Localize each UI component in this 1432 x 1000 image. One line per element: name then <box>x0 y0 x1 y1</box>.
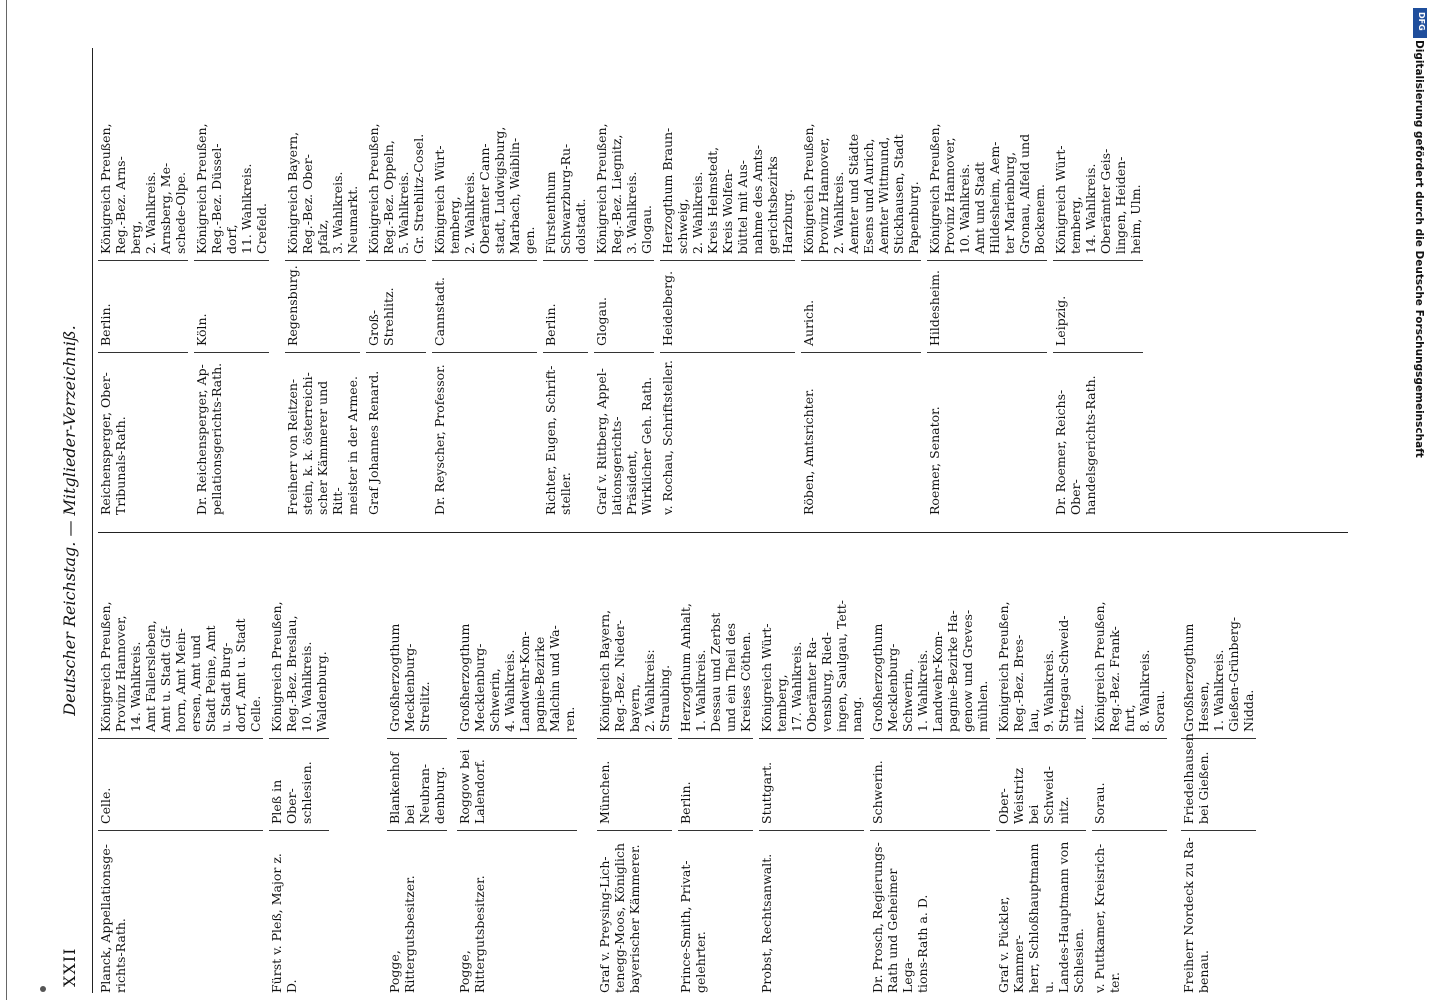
page-header <box>58 48 90 993</box>
member-name: Reichensperger, Ober- Tribunals-Rath. <box>98 372 128 515</box>
member-row <box>432 75 537 515</box>
member-name: Freiherr von Reitzen- stein, k. k. österreichi- scher Kämmerer und Ritt- meister in der Armee. <box>285 372 360 515</box>
member-residence: Köln. <box>194 261 269 353</box>
member-residence: Berlin. <box>98 261 188 353</box>
member-residence: Berlin. <box>543 261 588 353</box>
member-name: Graf Johannes Renard. <box>366 370 381 515</box>
member-name: Graf v. Rittberg, Appel- lationsgerichts-Präsident, Wirklicher Geh. Rath. <box>594 368 654 515</box>
member-table-left <box>98 553 1262 993</box>
member-name: Planck, Appellationsge- richts-Rath. <box>98 844 128 993</box>
member-constituency: Königreich Preußen, Reg.-Bez. Frank- furt, 8. Wahlkreis. Sorau. <box>1092 553 1167 739</box>
member-row <box>678 553 753 993</box>
member-constituency: Königreich Würt- temberg, 14. Wahlkreis. Oberämter Geis- lingen, Heiden- heim, Ulm. <box>1053 75 1143 261</box>
member-row <box>194 75 269 515</box>
member-name: Prince-Smith, Privat- gelehrter. <box>678 860 708 993</box>
member-residence: Ober-Weistritz bei Schweid- nitz. <box>996 739 1086 831</box>
member-residence: Glogau. <box>594 261 654 353</box>
member-residence: Sorau. <box>1092 739 1167 831</box>
page-edge-line <box>6 0 7 1000</box>
member-constituency: Herzogthum Anhalt, 1. Wahlkreis. Dessau und Zerbst und ein Theil des Kreises Cöthen. <box>678 553 753 739</box>
member-residence: Aurich. <box>801 261 921 353</box>
member-constituency: Königreich Preußen, Provinz Hannover, 2. Wahlkreis. Aemter und Städte Esens und Aurich, Aemter Wittmund, Stickhausen, Stadt Papenburg. <box>801 75 921 261</box>
member-name: v. Rochau, Schriftsteller. <box>660 359 675 515</box>
member-constituency: Herzogthum Braun- schweig, 2. Wahlkreis. Kreis Helmstedt, Kreis Wolfen- büttel mit Aus- nahme des Amts- gerichtsbezirks Harzburg. <box>660 75 795 261</box>
member-constituency: Königreich Preußen, Reg.-Bez. Düssel- dorf, 11. Wahlkreis. Crefeld. <box>194 75 269 261</box>
member-name: Freiherr Nordeck zu Ra- benau. <box>1181 837 1211 993</box>
member-constituency: Königreich Preußen, Reg.-Bez. Arns- berg, 2. Wahlkreis. Arnsberg, Me- schede-Olpe. <box>98 75 188 261</box>
member-residence: Groß-Strehlitz. <box>366 261 426 353</box>
member-residence: Roggow bei Lalendorf. <box>457 739 577 831</box>
digitization-note: Digitalisierung gefördert durch die Deutsche Forschungsgemeinschaft <box>1413 40 1425 458</box>
member-row <box>1092 553 1167 993</box>
rotated-page-content <box>58 48 1348 993</box>
member-constituency: Großherzogthum Mecklenburg- Schwerin, 1. Wahlkreis. Landwehr-Kom- pagnie-Bezirke Ha- genow und Greves- mühlen. <box>870 553 990 739</box>
member-row <box>457 553 577 993</box>
member-row <box>366 75 426 515</box>
member-row <box>98 553 263 993</box>
member-name: Dr. Prosch, Regierungs- Rath und Geheimer Lega- tions-Rath a. D. <box>870 842 930 993</box>
member-constituency: Großherzogthum Mecklenburg- Strelitz. <box>387 553 447 739</box>
member-residence: Heidelberg. <box>660 261 795 353</box>
scan-mark <box>40 986 46 992</box>
member-residence: Pleß in Ober- schlesien. <box>269 739 329 831</box>
member-name: Richter, Eugen, Schrift- steller. <box>543 365 573 515</box>
column-divider <box>98 532 1348 533</box>
member-row <box>1053 75 1143 515</box>
member-row <box>543 75 588 515</box>
member-name: Pogge, Rittergutsbesitzer. <box>387 875 417 993</box>
member-row <box>387 553 447 993</box>
member-residence: Regensburg. <box>285 261 360 353</box>
member-row <box>870 553 990 993</box>
member-row <box>927 75 1047 515</box>
member-name: Graf v. Preysing-Lich- tenegg-Moos, Königlich bayerischer Kämmerer. <box>597 843 642 993</box>
member-row <box>98 75 188 515</box>
member-name: Dr. Reichensperger, Ap- pellationsgerichts-Rath. <box>194 362 224 515</box>
member-constituency: Großherzogthum Hessen, 1. Wahlkreis. Gießen-Grünberg- Nidda. <box>1181 553 1256 739</box>
member-residence: Friedelhausen bei Gießen. <box>1181 739 1256 831</box>
member-row <box>594 75 654 515</box>
member-constituency: Großherzogthum Mecklenburg- Schwerin, 4. Wahlkreis. Landwehr-Kom- pagnie-Bezirke Malchin und Wa- ren. <box>457 553 577 739</box>
member-residence: Stuttgart. <box>759 739 864 831</box>
member-name: Fürst v. Pleß, Major z. D. <box>269 853 299 993</box>
member-constituency: Königreich Preußen, Reg.-Bez. Bres- lau, 9. Wahlkreis. Striegau-Schweid- nitz. <box>996 553 1086 739</box>
member-row <box>269 553 329 993</box>
member-name: Probst, Rechtsanwalt. <box>759 853 774 993</box>
member-residence: Hildesheim. <box>927 261 1047 353</box>
member-constituency: Königreich Preußen, Reg.-Bez. Oppeln, 5. Wahlkreis. Gr. Strehlitz-Cosel. <box>366 75 426 261</box>
member-constituency: Königreich Preußen, Reg.-Bez. Liegnitz, 3. Wahlkreis. Glogau. <box>594 75 654 261</box>
member-residence: München. <box>597 739 672 831</box>
member-table-right <box>98 75 1149 515</box>
member-constituency: Königreich Preußen, Reg.-Bez. Breslau, 10. Wahlkreis. Waldenburg. <box>269 553 329 739</box>
member-constituency: Fürstenthum Schwarzburg-Ru- dolstadt. <box>543 75 588 261</box>
member-constituency: Königreich Bayern, Reg.-Bez. Nieder- bayern, 2. Wahlkreis: Straubing. <box>597 553 672 739</box>
member-constituency: Königreich Würt- temberg, 2. Wahlkreis. Oberämter Cann- stadt, Ludwigsburg, Marbach, Waiblin- gen. <box>432 75 537 261</box>
dfg-logo-text: DFG <box>1417 12 1426 31</box>
member-row <box>597 553 672 993</box>
member-name: Graf v. Pückler, Kammer- herr, Schloßhauptmann u. Landes-Hauptmann von Schlesien. <box>996 841 1086 993</box>
member-row <box>660 75 795 515</box>
header-rule <box>92 48 93 993</box>
member-name: Dr. Reyscher, Professor. <box>432 364 447 515</box>
member-residence: Berlin. <box>678 739 753 831</box>
member-residence: Celle. <box>98 739 263 831</box>
member-row <box>759 553 864 993</box>
member-name: Roemer, Senator. <box>927 406 942 515</box>
member-constituency: Königreich Preußen, Provinz Hannover, 10. Wahlkreis. Amt und Stadt Hildesheim, Aem- ter Marienburg, Gronau, Alfeld und Bockenem. <box>927 75 1047 261</box>
member-name: v. Puttkamer, Kreisrich- ter. <box>1092 843 1122 993</box>
member-residence: Cannstadt. <box>432 261 537 353</box>
member-row <box>996 553 1086 993</box>
member-name: Röben, Amtsrichter. <box>801 388 816 515</box>
member-residence: Schwerin. <box>870 739 990 831</box>
member-residence: Blankenhof bei Neubran- denburg. <box>387 739 447 831</box>
member-name: Dr. Roemer, Reichs-Ober- handelsgerichts-Rath. <box>1053 375 1098 515</box>
page-title: Deutscher Reichstag. — Mitglieder-Verzeichniß. <box>60 325 79 716</box>
member-row <box>1181 553 1256 993</box>
member-row <box>285 75 360 515</box>
member-row <box>801 75 921 515</box>
page-number: XXII <box>60 947 79 987</box>
member-name: Pogge, Rittergutsbesitzer. <box>457 875 487 993</box>
member-constituency: Königreich Bayern, Reg.-Bez. Ober- pfalz, 3. Wahlkreis. Neumarkt. <box>285 75 360 261</box>
member-constituency: Königreich Preußen, Provinz Hannover, 14. Wahlkreis. Amt Fallersleben, Amt u. Stadt Gif- horn, Amt Mein- ersen, Amt und Stadt Peine, Amt u. Stadt Burg- dorf, Amt u. Stadt Celle. <box>98 553 263 739</box>
member-constituency: Königreich Würt- temberg, 17. Wahlkreis. Oberämter Ra- vensburg, Ried- ingen, Saulgau, Tett- nang. <box>759 553 864 739</box>
member-residence: Leipzig. <box>1053 261 1143 353</box>
